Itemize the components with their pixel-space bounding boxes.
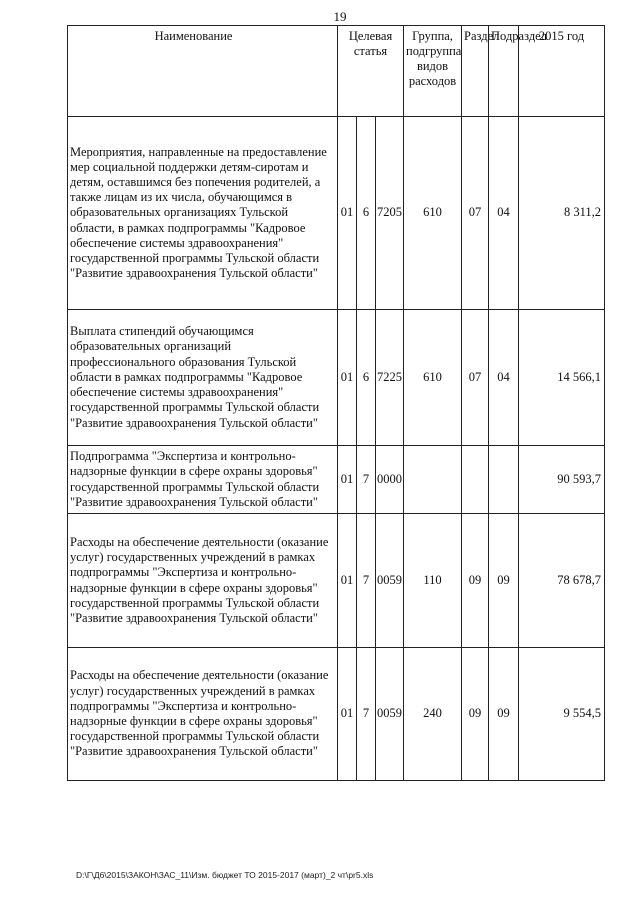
row-cs3: 0059 (376, 514, 404, 648)
row-name: Расходы на обеспечение деятельности (оказание услуг) государственных учреждений в рамках подпрограммы "Экспертиза и контрольно-надзорные функции в сфере охраны здоровья" государственной программы Тульской области "Развитие здравоохранения Тульской области" (68, 514, 338, 648)
row-section: 09 (462, 648, 489, 781)
row-name: Расходы на обеспечение деятельности (оказание услуг) государственных учреждений в рамках подпрограммы "Экспертиза и контрольно-надзорные функции в сфере охраны здоровья" государственной программы Тульской области "Развитие здравоохранения Тульской области" (68, 648, 338, 781)
row-cs1: 01 (338, 514, 357, 648)
table-header-row (68, 26, 605, 117)
row-amount: 78 678,7 (519, 514, 605, 648)
table-row (68, 514, 605, 648)
row-group: 610 (404, 310, 462, 446)
row-cs2: 7 (357, 446, 376, 514)
row-cs2: 7 (357, 648, 376, 781)
row-amount: 14 566,1 (519, 310, 605, 446)
row-section: 07 (462, 310, 489, 446)
row-name: Выплата стипендий обучающимся образовательных организаций профессионального образования Тульской области в рамках подпрограммы "Кадровое обеспечение системы здравоохранения" государственной программы Тульской области "Развитие здравоохранения Тульской области" (68, 310, 338, 446)
row-subsection: 09 (489, 514, 519, 648)
row-subsection: 09 (489, 648, 519, 781)
row-group: 610 (404, 117, 462, 310)
table-row (68, 648, 605, 781)
header-subsection: Подраздел (489, 26, 519, 117)
table-row (68, 310, 605, 446)
row-section: 09 (462, 514, 489, 648)
table-row (68, 117, 605, 310)
header-name: Наименование (68, 26, 338, 117)
row-group (404, 446, 462, 514)
header-target: Целевая статья (338, 26, 404, 117)
row-cs1: 01 (338, 310, 357, 446)
row-cs2: 7 (357, 514, 376, 648)
header-group: Группа, подгруппа видов расходов (404, 26, 462, 117)
row-cs1: 01 (338, 446, 357, 514)
row-subsection (489, 446, 519, 514)
row-group: 110 (404, 514, 462, 648)
header-year: 2015 год (519, 26, 605, 117)
row-cs3: 0000 (376, 446, 404, 514)
row-section (462, 446, 489, 514)
row-subsection: 04 (489, 117, 519, 310)
page-number: 19 (333, 9, 347, 24)
row-cs2: 6 (357, 310, 376, 446)
file-path-footer: D:\Г\Д6\2015\ЗАКОН\ЗАС_11\Изм. бюджет ТО 2015-2017 (март)_2 чт\pr5.xls (76, 870, 374, 880)
header-section: Раздел (462, 26, 489, 117)
row-name: Подпрограмма "Экспертиза и контрольно-надзорные функции в сфере охраны здоровья" государственной программы Тульской области "Развитие здравоохранения Тульской области" (68, 446, 338, 514)
row-cs1: 01 (338, 648, 357, 781)
row-amount: 90 593,7 (519, 446, 605, 514)
row-cs3: 7205 (376, 117, 404, 310)
row-name: Мероприятия, направленные на предоставление мер социальной поддержки детям-сиротам и детям, оставшимся без попечения родителей, а также лицам из их числа, обучающимся в образовательных организациях Тульской области, в рамках подпрограммы "Кадровое обеспечение системы здравоохранения" государственной программы Тульской области "Развитие здравоохранения Тульской области" (68, 117, 338, 310)
row-cs1: 01 (338, 117, 357, 310)
row-group: 240 (404, 648, 462, 781)
row-cs3: 0059 (376, 648, 404, 781)
row-amount: 9 554,5 (519, 648, 605, 781)
row-section: 07 (462, 117, 489, 310)
row-subsection: 04 (489, 310, 519, 446)
budget-table (67, 25, 605, 781)
table-row (68, 446, 605, 514)
row-cs3: 7225 (376, 310, 404, 446)
row-cs2: 6 (357, 117, 376, 310)
row-amount: 8 311,2 (519, 117, 605, 310)
